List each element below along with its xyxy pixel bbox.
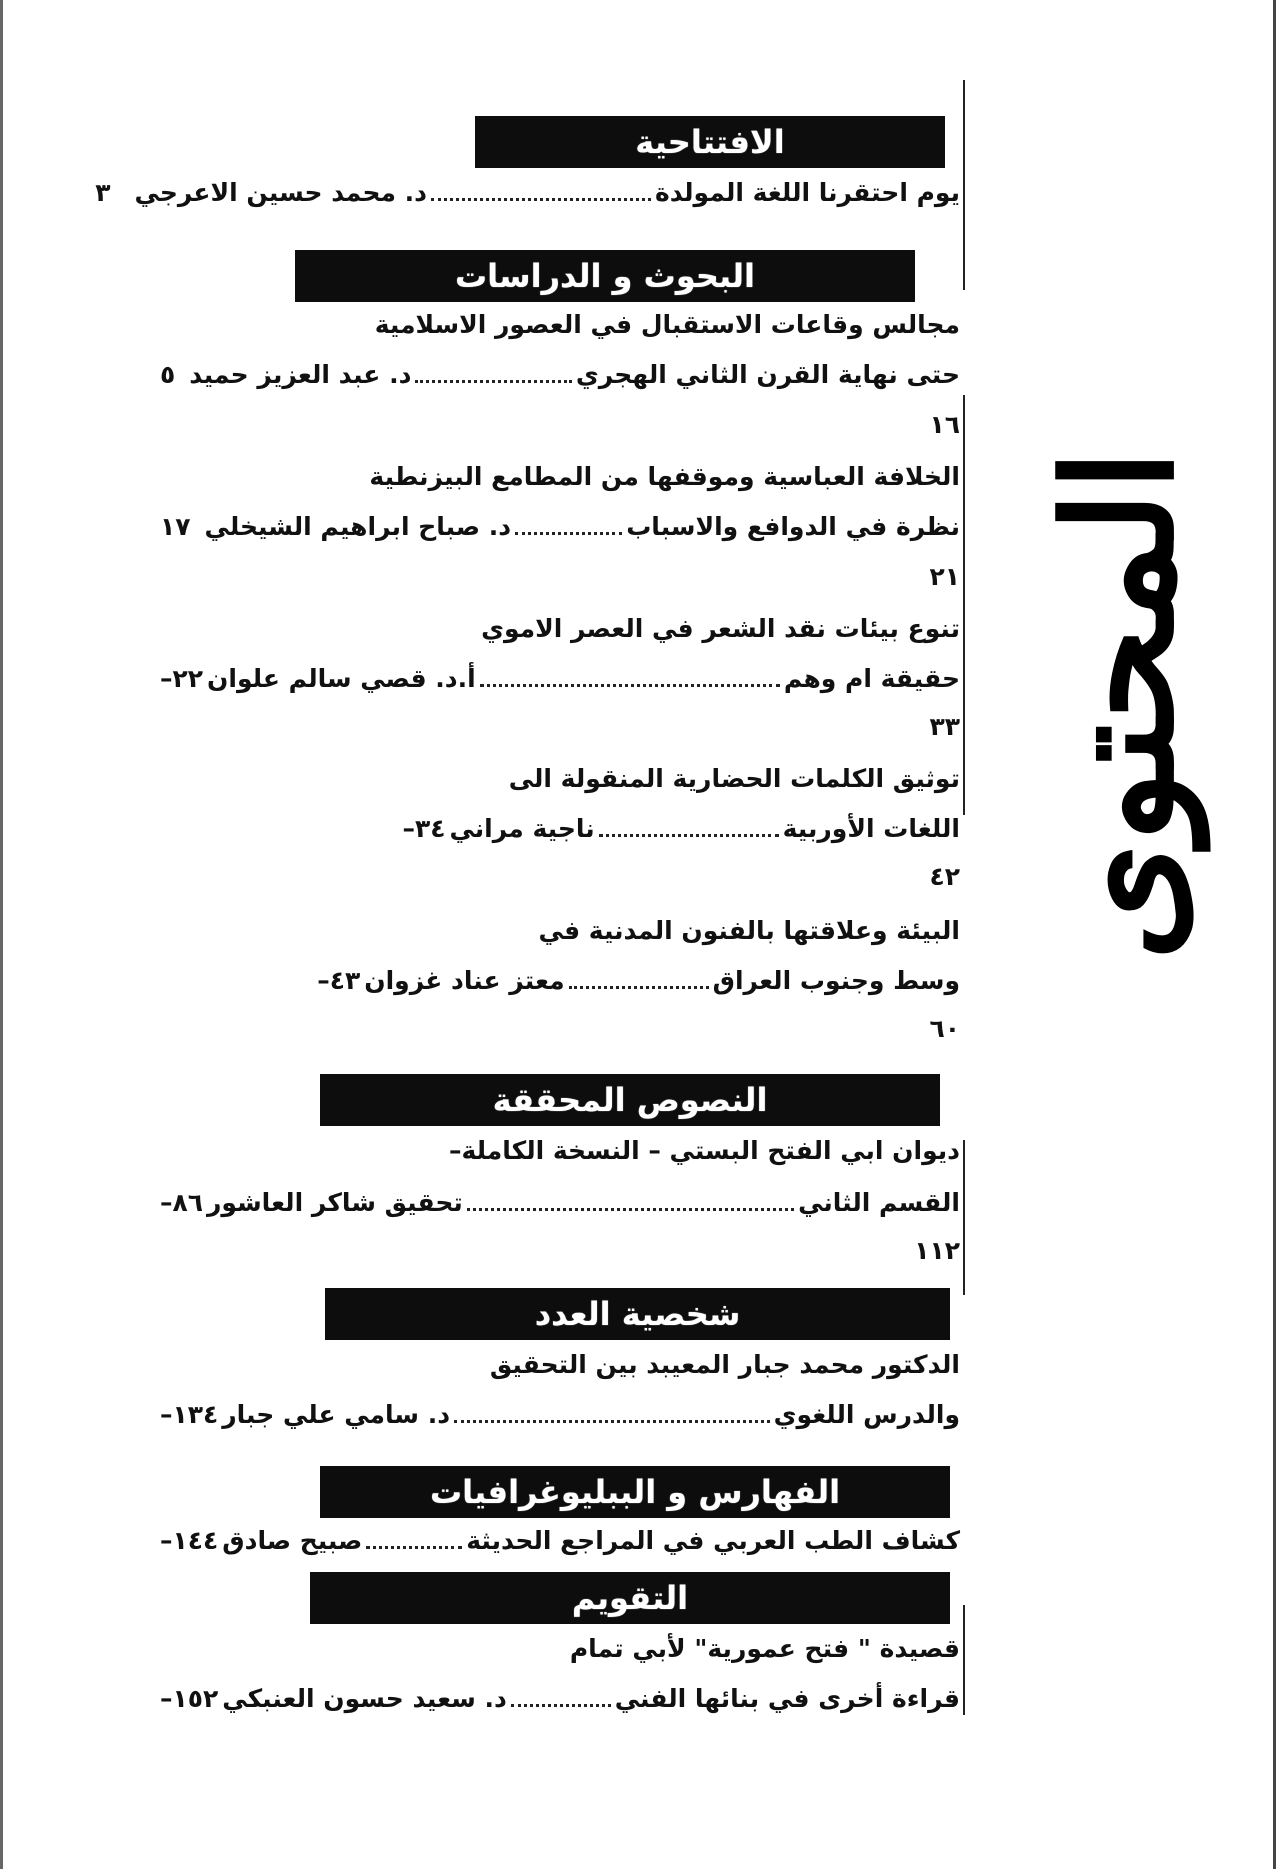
toc-entry (160, 958, 960, 1002)
entry-title: قراءة أخرى في بنائها الفني (614, 1683, 960, 1713)
toc-entry (160, 1676, 960, 1720)
dot-leader (515, 532, 622, 535)
vertical-contents-title (1000, 449, 1240, 961)
entry-page-end: ٢١ (929, 561, 960, 591)
entry-page: ٣ (95, 177, 111, 207)
vertical-rule (963, 395, 965, 815)
toc-entry-title-line (160, 1342, 960, 1386)
section-heading: شخصية العدد (534, 1295, 741, 1333)
entry-page: ١٣٤– (160, 1399, 219, 1429)
dot-leader (454, 1420, 770, 1423)
toc-entry (160, 806, 960, 850)
dot-leader (480, 684, 780, 687)
section-banner (320, 1466, 950, 1518)
section-banner (310, 1572, 950, 1624)
section-heading: الافتتاحية (635, 123, 785, 161)
entry-title: اللغات الأوربية (782, 813, 960, 843)
entry-page-end: ١٦ (929, 409, 960, 439)
entry-page: ١٧ (160, 511, 191, 541)
contents-title-text: المحتوى (1032, 449, 1208, 961)
entry-title-line: قصيدة " فتح عمورية" لأبي تمام (569, 1633, 960, 1663)
entry-page: ٨٦– (160, 1187, 204, 1217)
section-banner (295, 250, 915, 302)
toc-entry-title-line (160, 302, 960, 346)
entry-title-line: تنوع بيئات نقد الشعر في العصر الاموي (481, 613, 960, 643)
section-banner (475, 116, 945, 168)
entry-page-end: ٣٣ (929, 711, 960, 741)
entry-title: يوم احتقرنا اللغة المولدة (654, 177, 960, 207)
entry-title-line: الخلافة العباسية وموقفها من المطامع البيزنطية (369, 461, 960, 491)
vertical-rule (963, 1140, 965, 1295)
section-heading: النصوص المحققة (492, 1081, 768, 1119)
section-heading: التقويم (571, 1579, 689, 1617)
entry-author: د. عبد العزيز حميد (189, 359, 412, 389)
entry-author: صبيح صادق (222, 1525, 363, 1555)
vertical-rule (963, 1605, 965, 1715)
entry-author: ناجية مراني (449, 813, 595, 843)
entry-title: القسم الثاني (798, 1187, 960, 1217)
entry-page: ٣٤– (402, 813, 446, 843)
entry-author: معتز عناد غزوان (364, 965, 565, 995)
toc-entry (95, 170, 960, 214)
entry-author: تحقيق شاكر العاشور (207, 1187, 463, 1217)
page-frame-left (0, 0, 3, 1869)
toc-entry-title-line (160, 454, 960, 498)
dot-leader (599, 834, 779, 837)
entry-title: حقيقة ام وهم (783, 663, 960, 693)
entry-title: حتى نهاية القرن الثاني الهجري (575, 359, 960, 389)
entry-title-line: ديوان ابي الفتح البستي – النسخة الكاملة– (448, 1135, 960, 1165)
toc-entry-title-line (160, 1128, 960, 1172)
toc-entry-title-line (160, 606, 960, 650)
entry-title: والدرس اللغوي (773, 1399, 960, 1429)
entry-page: ٥ (160, 359, 176, 389)
entry-author: د. صباح ابراهيم الشيخلي (204, 511, 512, 541)
entry-author: د. سعيد حسون العنبكي (222, 1683, 507, 1713)
entry-title-line: الدكتور محمد جبار المعيبد بين التحقيق (489, 1349, 960, 1379)
entry-title: كشاف الطب العربي في المراجع الحديثة (466, 1525, 960, 1555)
toc-entry (160, 352, 960, 396)
entry-title-line: توثيق الكلمات الحضارية المنقولة الى (508, 763, 960, 793)
section-banner (325, 1288, 950, 1340)
toc-entry (160, 1392, 960, 1436)
entry-page: ١٥٢– (160, 1683, 219, 1713)
toc-entry (160, 1518, 960, 1562)
entry-author: د. محمد حسين الاعرجي (134, 177, 427, 207)
toc-entry-title-line (160, 908, 960, 952)
entry-page: ١٤٤– (160, 1525, 219, 1555)
dot-leader (366, 1546, 462, 1549)
toc-entry (160, 1180, 960, 1224)
entry-title-line: مجالس وقاعات الاستقبال في العصور الاسلامية (374, 309, 960, 339)
section-heading: البحوث و الدراسات (455, 257, 755, 295)
dot-leader (415, 380, 571, 383)
toc-entry (160, 656, 960, 700)
entry-page-end: ٦٠ (929, 1013, 960, 1043)
entry-author: د. سامي علي جبار (222, 1399, 451, 1429)
entry-title: نظرة في الدوافع والاسباب (626, 511, 960, 541)
entry-page-end: ١١٢ (914, 1235, 960, 1265)
entry-page: ٢٢– (160, 663, 204, 693)
section-heading: الفهارس و الببليوغرافيات (429, 1473, 841, 1511)
dot-leader (431, 198, 651, 201)
toc-entry (160, 504, 960, 548)
dot-leader (569, 986, 709, 989)
entry-title-line: البيئة وعلاقتها بالفنون المدنية في (538, 915, 960, 945)
toc-entry-title-line (160, 1626, 960, 1670)
section-banner (320, 1074, 940, 1126)
entry-page-end: ٤٢ (929, 861, 960, 891)
entry-page: ٤٣– (317, 965, 361, 995)
dot-leader (467, 1208, 794, 1211)
dot-leader (511, 1704, 611, 1707)
toc-entry-title-line (160, 756, 960, 800)
entry-author: أ.د. قصي سالم علوان (207, 663, 476, 693)
vertical-rule (963, 80, 965, 290)
entry-title: وسط وجنوب العراق (712, 965, 960, 995)
